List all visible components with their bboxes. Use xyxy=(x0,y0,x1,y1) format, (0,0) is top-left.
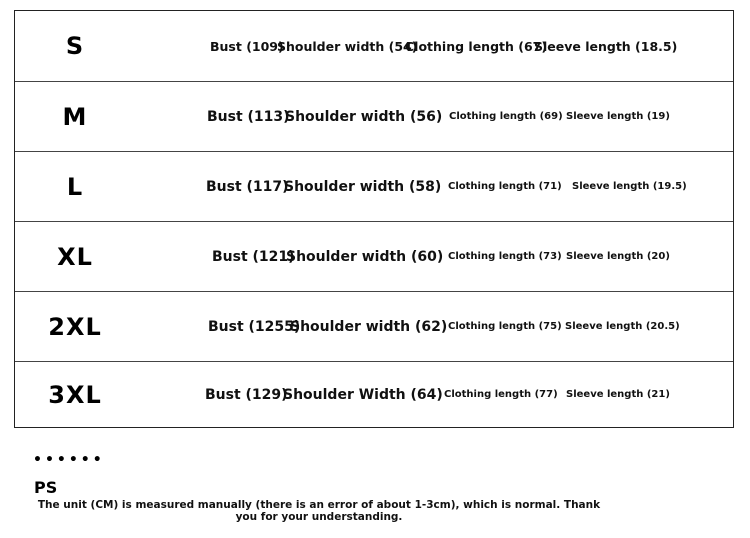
clothing-length-value: Clothing length (69) xyxy=(449,111,563,122)
size-row-3xl xyxy=(15,361,733,427)
bust-value: Bust (109) xyxy=(210,38,284,54)
shoulder-width-value: Shoulder width (60) xyxy=(286,248,444,265)
sleeve-length-value: Sleeve length (19.5) xyxy=(572,181,687,192)
clothing-length-value: Clothing length (75) xyxy=(448,321,562,332)
clothing-length-value: Clothing length (67) xyxy=(405,38,548,54)
bust-value: Bust (113) xyxy=(207,108,290,125)
size-chart-table xyxy=(14,10,734,428)
size-row-m xyxy=(15,81,733,151)
bust-value: Bust (117) xyxy=(206,178,289,195)
size-row-s xyxy=(15,11,733,81)
shoulder-width-value: Shoulder width (56) xyxy=(285,108,443,125)
bust-value: Bust (1255) xyxy=(208,318,301,335)
ps-heading: PS xyxy=(34,478,58,497)
sleeve-length-value: Sleeve length (21) xyxy=(566,389,670,400)
shoulder-width-value: Shoulder width (58) xyxy=(284,178,442,195)
size-row-l xyxy=(15,151,733,221)
sleeve-length-value: Sleeve length (19) xyxy=(566,111,670,122)
size-row-2xl xyxy=(15,291,733,361)
clothing-length-value: Clothing length (71) xyxy=(448,181,562,192)
size-label: S xyxy=(65,32,85,60)
shoulder-width-value: Shoulder width (62) xyxy=(290,318,448,335)
bust-value: Bust (121) xyxy=(212,248,295,265)
size-label: XL xyxy=(57,242,93,271)
bust-value: Bust (129) xyxy=(205,386,288,403)
sleeve-length-value: Sleeve length (18.5) xyxy=(534,38,678,54)
sleeve-length-value: Sleeve length (20.5) xyxy=(565,321,680,332)
size-label: M xyxy=(62,102,88,131)
clothing-length-value: Clothing length (73) xyxy=(448,251,562,262)
size-row-xl xyxy=(15,221,733,291)
size-label: L xyxy=(66,172,84,201)
measurement-note: The unit (CM) is measured manually (there is an error of about 1-3cm), which is normal. Thank you for your understanding. xyxy=(37,499,601,523)
size-label: 3XL xyxy=(48,380,102,409)
sleeve-length-value: Sleeve length (20) xyxy=(566,251,670,262)
clothing-length-value: Clothing length (77) xyxy=(444,389,558,400)
size-label: 2XL xyxy=(48,312,102,341)
shoulder-width-value: Shoulder width (54) xyxy=(277,38,418,54)
shoulder-width-value: Shoulder Width (64) xyxy=(283,386,443,403)
decorative-dots: •••••• xyxy=(33,452,105,468)
